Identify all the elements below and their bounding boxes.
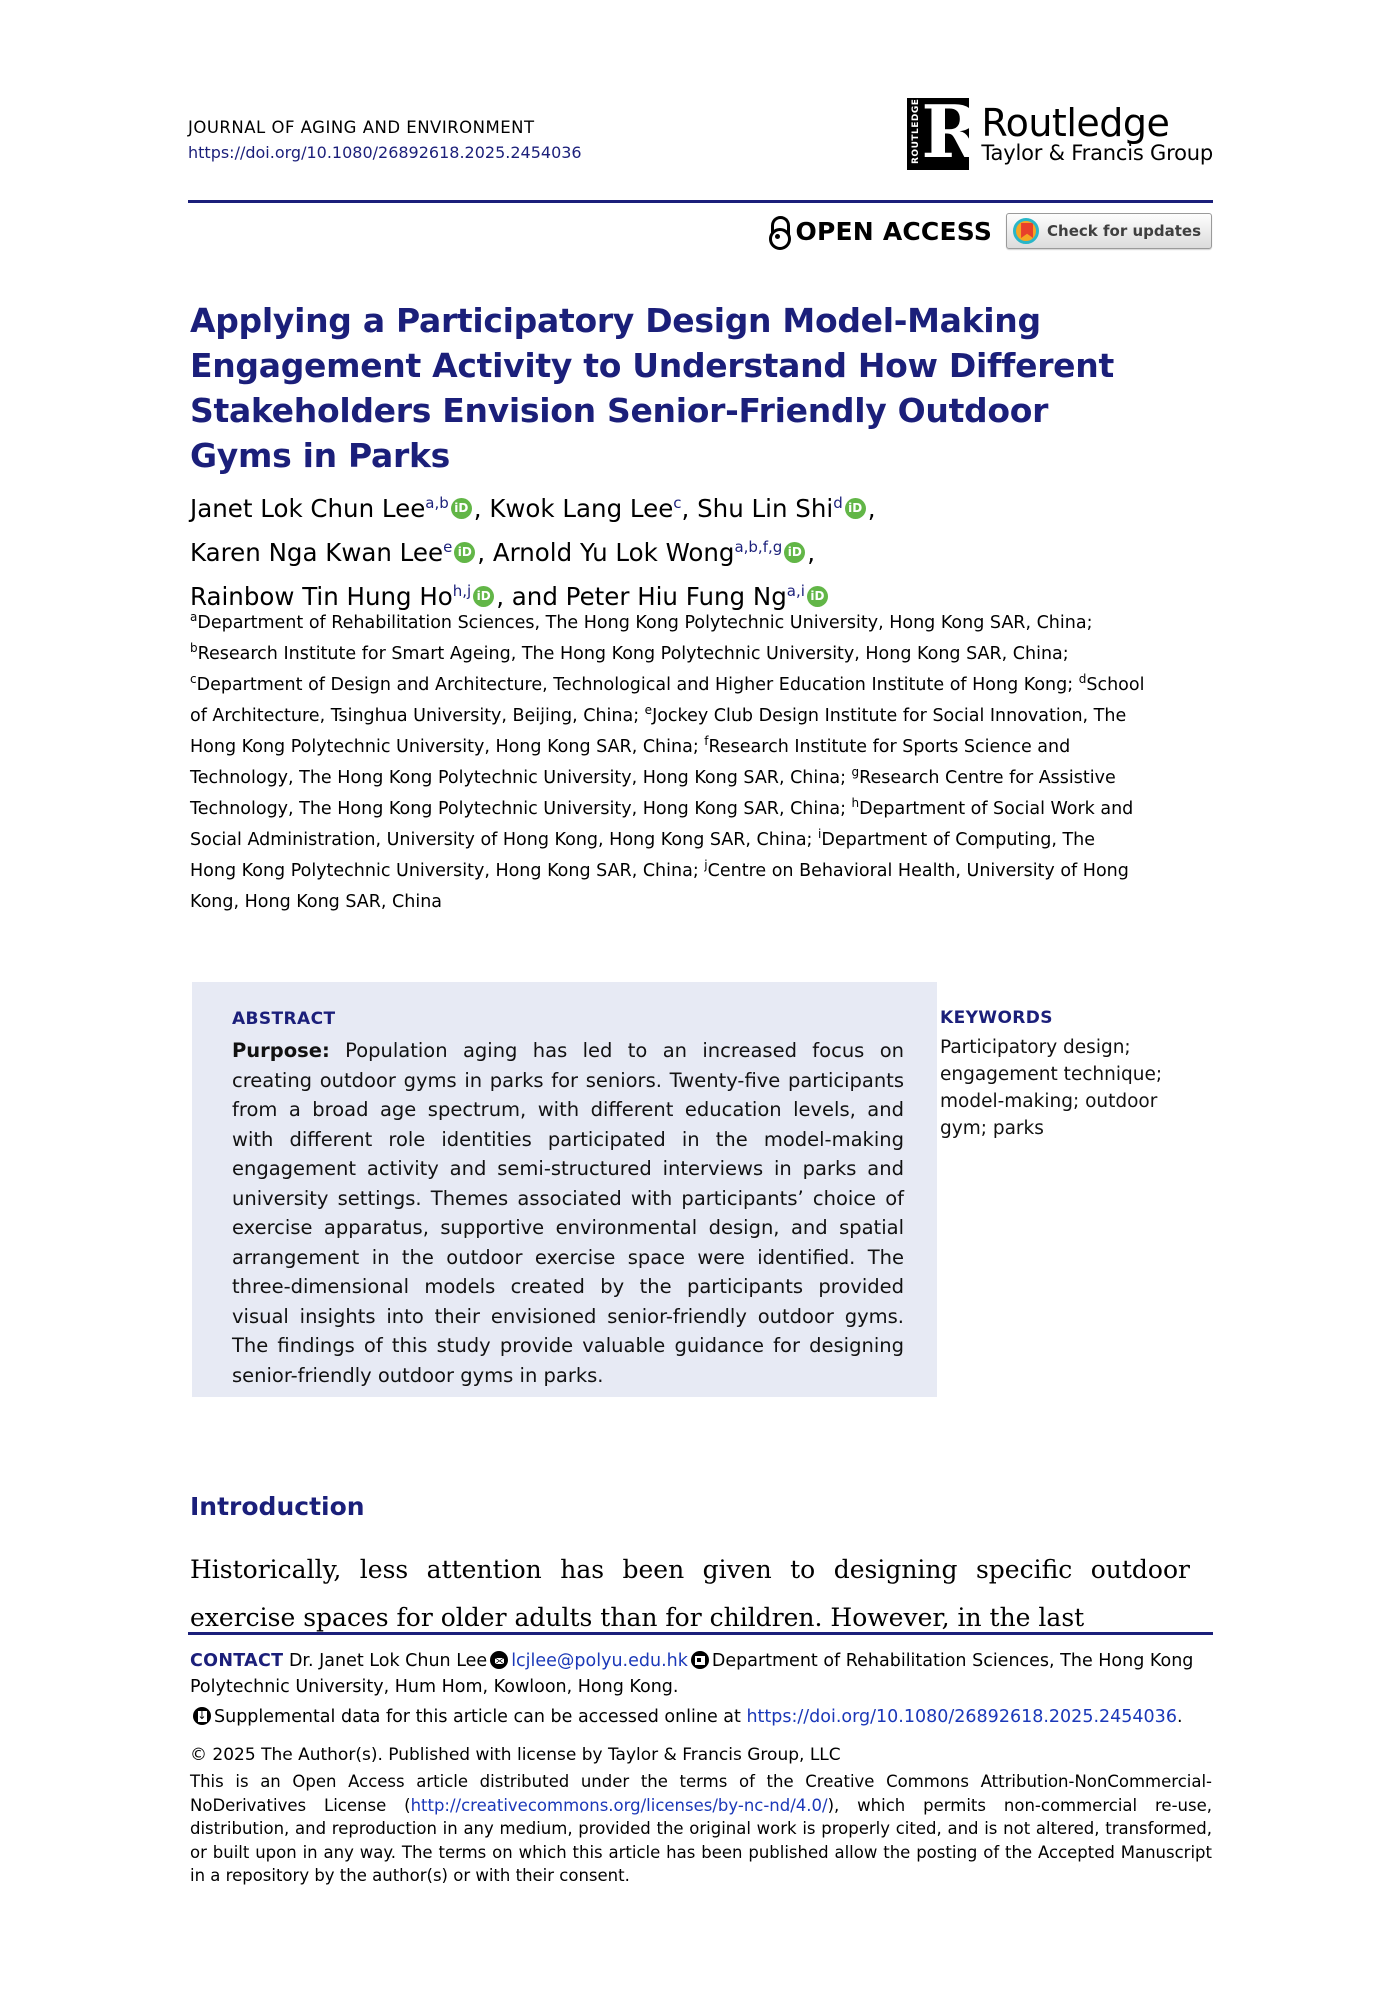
open-lock-icon [767,216,789,246]
routledge-logo [907,89,1213,174]
page-footer [190,1648,1212,1888]
affiliation-text: Department of Design and Architecture, Technological and Higher Education Institute of Hong Kong; [196,675,1079,695]
affiliation-text: Research Institute for Smart Ageing, The Hong Kong Polytechnic University, Hong Kong SAR, China; [197,644,1069,664]
keywords-label: KEYWORDS [940,1008,1053,1028]
abstract-label: ABSTRACT [232,1009,336,1029]
author-name: , Kwok Lang Lee [473,494,674,523]
affiliation-text: Department of Social Work and Social Administration, University of Hong Kong, Hong Kong SAR, China; [190,799,1134,850]
orcid-icon[interactable] [473,586,494,607]
affiliation-marker: e [644,703,653,718]
author-name: , Shu Lin Shi [681,494,834,523]
orcid-icon[interactable] [807,586,828,607]
author-affiliation-marker: a,i [786,581,805,600]
license-part-two: ), which permits non-commercial re-use, distribution, and reproduction in any medium, provided the original work is properly cited, and is not altered, transformed, or built upon in any way. The terms on which this article has been published allow the posting of the Accepted Manuscript in a repository by the author(s) or with their consent. [190,1795,1212,1885]
affiliation-marker: b [190,641,198,656]
keywords-text: Participatory design; engagement technique; model-making; outdoor gym; parks [940,1037,1163,1139]
contact-email[interactable]: lcjlee@polyu.edu.hk [511,1651,688,1671]
abstract-body: Population aging has led to an increased focus on creating outdoor gyms in parks for seniors. Twenty-five participants from a broad age spectrum, with different education levels, and with different role identities participated in the model-making engagement activity and semi-structured interviews in parks and university settings. Themes associated with participants’ choice of exercise apparatus, supportive environmental design, and spatial arrangement in the outdoor exercise space were identified. The three-dimensional models created by the participants provided visual insights into their envisioned senior-friendly outdoor gyms. The findings of this study provide valuable guidance for designing senior-friendly outdoor gyms in parks. [232,1039,904,1387]
supplemental-download-icon [193,1707,211,1725]
routledge-mark-letter: R [921,89,982,174]
author-affiliation-marker: e [443,537,453,556]
license-part-one: This is an Open Access article distributed under the terms of the Creative Commons Attribution-NonCommercial-NoDerivatives License ( [190,1772,1212,1815]
affiliation-marker: d [1078,672,1087,687]
routledge-mark-vertical-text: ROUTLEDGE [911,98,922,164]
check-for-updates-label: Check for updates [1047,222,1201,240]
affiliation-text: Research Centre for Assistive Technology, The Hong Kong Polytechnic University, Hong Kong SAR, China; [190,768,1116,819]
affiliation-marker: g [851,765,860,780]
orcid-icon[interactable] [451,498,472,519]
open-access-badge [767,216,993,246]
publisher-name: Routledge [981,100,1170,145]
copyright-text: © 2025 The Author(s). Published with license by Taylor & Francis Group, LLC [190,1745,841,1765]
contact-line [190,1648,1212,1700]
affiliation-text: Department of Rehabilitation Sciences, The Hong Kong Polytechnic University, Hong Kong SAR, China; [197,613,1093,633]
author-affiliation-marker: d [833,493,843,512]
affiliation-text: School of Architecture, Tsinghua University, Beijing, China; [190,675,1145,726]
affiliation-list [190,608,1145,918]
contact-address: Department of Rehabilitation Sciences, The Hong Kong Polytechnic University, Hum Hom, Kowloon, Hong Kong. [190,1651,1194,1697]
publisher-group: Taylor & Francis Group [981,140,1213,165]
crossmark-icon [1013,218,1039,244]
section-heading-introduction: Introduction [190,1491,365,1521]
introduction-paragraph: Historically, less attention has been given to designing specific outdoor exercise spaces for older adults than for children. However, in the last [190,1555,1190,1632]
affiliation-marker: j [704,858,708,873]
supplemental-link[interactable]: https://doi.org/10.1080/26892618.2025.2454036 [746,1707,1177,1727]
license-text [190,1770,1212,1888]
author-affiliation-marker: h,j [452,581,472,600]
contact-name: Dr. Janet Lok Chun Lee [288,1651,488,1671]
article-doi-link[interactable]: https://doi.org/10.1080/26892618.2025.2454036 [188,143,582,162]
affiliation-text: Jockey Club Design Institute for Social Innovation, The Hong Kong Polytechnic University, Hong Kong SAR, China; [190,706,1127,757]
page-header [188,89,1213,200]
author-affiliation-marker: a,b,f,g [734,537,783,556]
affiliation-marker: h [851,796,860,811]
check-for-updates-button[interactable] [1006,213,1212,249]
footer-divider [188,1632,1213,1635]
license-link[interactable]: http://creativecommons.org/licenses/by-nc-nd/4.0/ [410,1795,828,1815]
affiliation-marker: c [190,672,197,687]
affiliation-text: Centre on Behavioral Health, University of Hong Kong, Hong Kong SAR, China [190,861,1129,912]
orcid-icon[interactable] [454,542,475,563]
author-name: Karen Nga Kwan Lee [190,538,444,567]
orcid-icon[interactable] [845,498,866,519]
envelope-icon [490,1651,508,1669]
journal-identity [188,118,582,162]
author-name: Rainbow Tin Hung Ho [190,582,453,611]
affiliation-text: Research Institute for Sports Science and Technology, The Hong Kong Polytechnic University, Hong Kong SAR, China; [190,737,1071,788]
keywords-panel [940,1008,1190,1142]
contact-label: CONTACT [190,1651,284,1671]
author-name: Janet Lok Chun Lee [190,494,426,523]
journal-title: JOURNAL OF AGING AND ENVIRONMENT [188,118,535,137]
orcid-icon[interactable] [784,542,805,563]
address-icon [691,1651,709,1669]
abstract-panel [192,982,937,1397]
supplemental-period: . [1176,1707,1183,1727]
supplemental-text: Supplemental data for this article can be accessed online at [214,1707,747,1727]
affiliation-marker: f [704,734,709,749]
routledge-mark-icon [907,89,982,174]
badge-row [767,213,1212,249]
supplemental-line [190,1704,1212,1730]
abstract-lead: Purpose: [232,1039,330,1062]
author-affiliation-marker: c [673,493,682,512]
author-list: Janet Lok Chun Lee$^{a,b}$ iD , Kwok Lang Lee$^c$, Shu Lin Shi$^d$ iD , Karen Nga Kwan Lee$^e$ iD , Arnold Yu Lok Wong$^{a,b,f,g}$ iD , Rainbow Tin Hung Ho$^{h,j}$ iD , and Peter Hiu Fung Ng$^{a,i}$iD [190,487,1150,619]
routledge-wordmark [981,100,1213,165]
header-divider [188,200,1213,203]
affiliation-text: Department of Computing, The Hong Kong Polytechnic University, Hong Kong SAR, China; [190,830,1096,881]
author-name: , Arnold Yu Lok Wong [477,538,735,567]
author-affiliation-marker: a,b [425,493,449,512]
author-name: , and Peter Hiu Fung Ng [496,582,787,611]
affiliation-marker: i [818,827,822,842]
abstract-text [232,1036,904,1390]
page-title: Applying a Participatory Design Model-Making Engagement Activity to Understand How Different Stakeholders Envision Senior-Friendly Outdoor Gyms in Parks [190,301,1114,476]
affiliation-marker: a [190,610,198,625]
open-access-label: OPEN ACCESS [795,216,993,246]
